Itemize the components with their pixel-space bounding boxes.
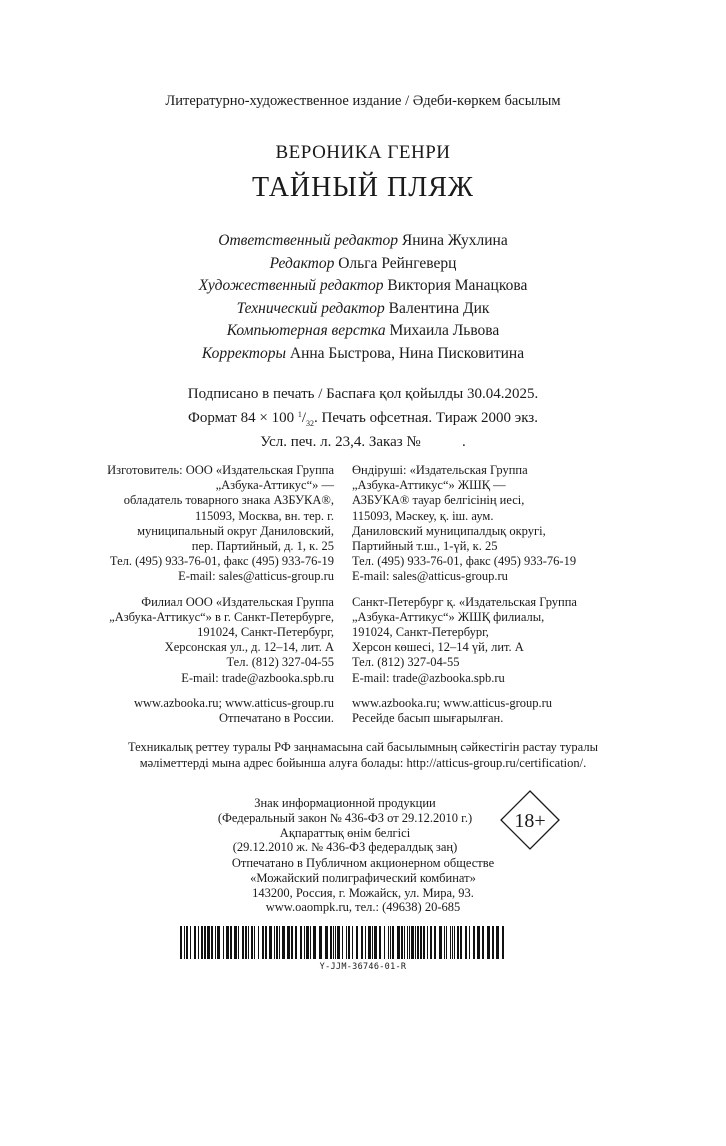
text-line: E-mail: sales@atticus-group.ru [178, 569, 334, 584]
barcode-bar [434, 926, 436, 959]
text-line: Знак информационной продукции [254, 796, 436, 810]
barcode-bar [502, 926, 504, 959]
barcode-bars [178, 926, 508, 959]
text-line: Изготовитель: ООО «Издательская Группа [107, 463, 334, 477]
barcode-bar [310, 926, 311, 959]
barcode-bar [473, 926, 475, 959]
barcode-bar [460, 926, 462, 959]
branch-ru [60, 595, 334, 686]
imprint-ru-column [60, 463, 334, 736]
text-line: Тел. (812) 327-04-55 [352, 655, 460, 670]
barcode-bar [465, 926, 467, 959]
text-line: Техникалық реттеу туралы РФ заңнамасына сай басылымның сәйкестігін растау туралы [128, 740, 598, 754]
barcode-bar [265, 926, 267, 959]
barcode-bar [295, 926, 297, 959]
age-rating-badge [499, 789, 561, 851]
barcode-bar [444, 926, 445, 959]
barcode-bar [274, 926, 275, 959]
barcode-bar [269, 926, 272, 959]
barcode-bar [411, 926, 414, 959]
text-line: муниципальный округ Даниловский, [137, 523, 334, 538]
barcode-bar [415, 926, 416, 959]
credit-role: Редактор [269, 254, 335, 272]
manufacturer-kz [352, 463, 652, 585]
barcode-bar [184, 926, 185, 959]
barcode-bar [201, 926, 203, 959]
text-line: Өндіруші: «Издательская Группа [352, 463, 528, 477]
credit-line [0, 253, 726, 276]
barcode-bar [417, 926, 419, 959]
barcode-bar [258, 926, 259, 959]
credit-role: Компьютерная верстка [226, 322, 386, 340]
age-rating-text: 18+ [514, 810, 546, 832]
text-line: Херсон көшесі, 12–14 үй, лит. А [352, 640, 524, 655]
barcode-bar [304, 926, 305, 959]
print-info [0, 385, 726, 453]
web-ru [60, 696, 334, 726]
barcode-bar [390, 926, 391, 959]
barcode-bar [330, 926, 332, 959]
text-line: www.oaompk.ru, тел.: (49638) 20-685 [265, 900, 461, 915]
barcode-bar [404, 926, 405, 959]
barcode-bar [337, 926, 340, 959]
text-line: мәліметтерді мына адрес бойынша алуға болады: http://atticus-group.ru/certification/. [139, 755, 587, 770]
credit-person: Михаила Львова [389, 322, 500, 340]
genre-line: Литературно-художественное издание / Әдеби-көркем басылым [165, 93, 561, 109]
text-line: Ақпараттық өнім белгісі [279, 825, 411, 840]
credit-person: Виктория Манацкова [387, 277, 528, 295]
barcode-bar [439, 926, 442, 959]
barcode-bar [230, 926, 232, 959]
format-frac-den: 32 [306, 418, 314, 428]
barcode-bar [251, 926, 253, 959]
barcode-bar [226, 926, 229, 959]
barcode-bar [452, 926, 453, 959]
text-line: E-mail: sales@atticus-group.ru [352, 569, 508, 584]
credit-role: Технический редактор [236, 299, 385, 317]
printing-plant-info [0, 856, 726, 915]
barcode-bar [420, 926, 422, 959]
book-title: ТАЙНЫЙ ПЛЯЖ [252, 172, 474, 203]
sheets-line: Усл. печ. л. 23,4. Заказ № . [260, 434, 466, 450]
barcode-bar [204, 926, 206, 959]
text-line: „Азбука-Аттикус“» ЖШҚ — [352, 478, 506, 493]
barcode-bar [397, 926, 400, 959]
barcode-bar [496, 926, 499, 959]
barcode-bar [346, 926, 347, 959]
text-line: „Азбука-Аттикус“» ЖШҚ филиалы, [352, 609, 545, 624]
text-line: Тел. (812) 327-04-55 [226, 655, 334, 670]
barcode-bar [348, 926, 350, 959]
text-line: Партийный т.ш., 1-үй, к. 25 [352, 539, 498, 554]
barcode-code: Y-JJM-36746-01-R [319, 962, 407, 972]
barcode-bar [238, 926, 239, 959]
barcode-bar [372, 926, 373, 959]
text-line: „Азбука-Аттикус“» — [215, 478, 334, 493]
text-line: 115093, Мәскеу, қ. іш. аум. [352, 508, 494, 523]
barcode-bar [446, 926, 447, 959]
tech-regulation-note [0, 740, 726, 771]
text-line: 191024, Санкт-Петербург, [352, 625, 489, 640]
barcode-bar [384, 926, 385, 959]
barcode-bar [361, 926, 363, 959]
author-name: ВЕРОНИКА ГЕНРИ [275, 142, 451, 163]
text-line: Тел. (495) 933-76-01, факс (495) 933-76-19 [352, 554, 577, 569]
text-line: 115093, Москва, вн. тер. г. [194, 508, 334, 523]
barcode-bar [450, 926, 451, 959]
format-line: Формат 84 × 100 $^1/_{32}$. Печать офсетная. Тираж 2000 экз. [188, 409, 538, 428]
barcode-bar [190, 926, 191, 959]
barcode-bar [492, 926, 494, 959]
barcode-bar [223, 926, 224, 959]
credit-role: Ответственный редактор [218, 232, 399, 249]
barcode-bar [379, 926, 381, 959]
barcode-bar [234, 926, 237, 959]
barcode-bar [392, 926, 394, 959]
text-line: www.azbooka.ru; www.atticus-group.ru [352, 695, 553, 710]
signed-line: Подписано в печать / Баспаға қол қойылды 30.04.2025. [187, 386, 539, 402]
barcode-bar [333, 926, 334, 959]
barcode-bar [407, 926, 408, 959]
barcode-bar [368, 926, 371, 959]
barcode-bar [287, 926, 290, 959]
text-line: (Федеральный закон № 436-ФЗ от 29.12.2010 г.) [217, 810, 473, 825]
credit-person: Ольга Рейнгеверц [338, 254, 457, 272]
barcode-bar [335, 926, 336, 959]
barcode-bar [487, 926, 490, 959]
barcode-bar [313, 926, 316, 959]
text-line: 191024, Санкт-Петербург, [197, 625, 334, 640]
barcode-bar [242, 926, 244, 959]
credit-line [0, 230, 726, 253]
text-line: Даниловский муниципалдық округі, [352, 523, 546, 538]
info-product-sign [190, 796, 500, 855]
barcode-bar [319, 926, 322, 959]
text-line: Ресейде басып шығарылған. [352, 711, 504, 726]
barcode-bar [186, 926, 188, 959]
barcode-bar [356, 926, 358, 959]
format-prefix: Формат 84 × 100 [188, 409, 295, 426]
barcode-bar [457, 926, 459, 959]
barcode-bar [180, 926, 182, 959]
barcode-graphic [178, 926, 508, 959]
text-line: „Азбука-Аттикус“» в г. Санкт-Петербурге, [109, 609, 334, 624]
barcode-bar [211, 926, 213, 959]
credit-line [0, 343, 726, 366]
barcode-bar [291, 926, 293, 959]
credit-person: Янина Жухлина [401, 232, 508, 249]
barcode-bar [279, 926, 280, 959]
text-line: www.azbooka.ru; www.atticus-group.ru [133, 695, 334, 710]
barcode-bar [215, 926, 216, 959]
barcode-bar [262, 926, 264, 959]
text-line: Отпечатано в России. [219, 711, 334, 726]
web-kz [352, 696, 652, 726]
text-line: Филиал ООО «Издательская Группа [141, 594, 334, 609]
credit-person: Анна Быстрова, Нина Писковитина [289, 344, 525, 362]
barcode-bar [198, 926, 199, 959]
text-line: АЗБУКА® тауар белгісінің иесі, [352, 493, 525, 508]
text-line: (29.12.2010 ж. № 436-ФЗ федералдық заң) [232, 840, 458, 855]
barcode-bar [342, 926, 343, 959]
barcode-bar [374, 926, 377, 959]
barcode-bar [300, 926, 302, 959]
barcode-bar [248, 926, 249, 959]
barcode-bar [477, 926, 480, 959]
text-line: Отпечатано в Публичном акционерном обществе [231, 856, 495, 870]
barcode-bar [207, 926, 210, 959]
barcode-bar [276, 926, 278, 959]
text-line: «Можайский полиграфический комбинат» [250, 870, 476, 885]
barcode-bar [401, 926, 403, 959]
barcode-bar [454, 926, 455, 959]
text-line: пер. Партийный, д. 1, к. 25 [191, 539, 334, 554]
barcode-bar [388, 926, 389, 959]
text-line: E-mail: trade@azbooka.spb.ru [352, 670, 505, 685]
text-line: Тел. (495) 933-76-01, факс (495) 933-76-19 [109, 554, 334, 569]
barcode-bar [427, 926, 428, 959]
credit-line [0, 275, 726, 298]
branch-kz [352, 595, 652, 686]
credit-line [0, 298, 726, 321]
credit-line [0, 320, 726, 343]
format-suffix: . Печать офсетная. Тираж 2000 экз. [314, 409, 538, 426]
barcode-bar [245, 926, 247, 959]
barcode-bar [469, 926, 470, 959]
barcode-bar [217, 926, 220, 959]
barcode-bar [254, 926, 255, 959]
barcode-bar [282, 926, 285, 959]
credit-person: Валентина Дик [388, 299, 490, 317]
barcode-bar [423, 926, 425, 959]
barcode-bar [409, 926, 410, 959]
imprint-kz-column [352, 463, 652, 736]
manufacturer-ru [60, 463, 334, 585]
text-line: Херсонская ул., д. 12–14, лит. А [164, 640, 334, 655]
credits-list [0, 230, 726, 366]
text-line: Санкт-Петербург қ. «Издательская Группа [352, 594, 577, 609]
credit-role: Корректоры [201, 344, 286, 362]
barcode-bar [482, 926, 484, 959]
text-line: 143200, Россия, г. Можайск, ул. Мира, 93. [252, 885, 474, 900]
credit-role: Художественный редактор [198, 277, 384, 295]
barcode-bar [306, 926, 309, 959]
barcode-bar [194, 926, 196, 959]
barcode-bar [325, 926, 328, 959]
format-frac-num: 1 [297, 409, 302, 419]
barcode-bar [365, 926, 366, 959]
text-line: обладатель товарного знака АЗБУКА®, [123, 493, 334, 508]
barcode-bar [352, 926, 353, 959]
barcode-bar [430, 926, 432, 959]
text-line: E-mail: trade@azbooka.spb.ru [181, 670, 334, 685]
